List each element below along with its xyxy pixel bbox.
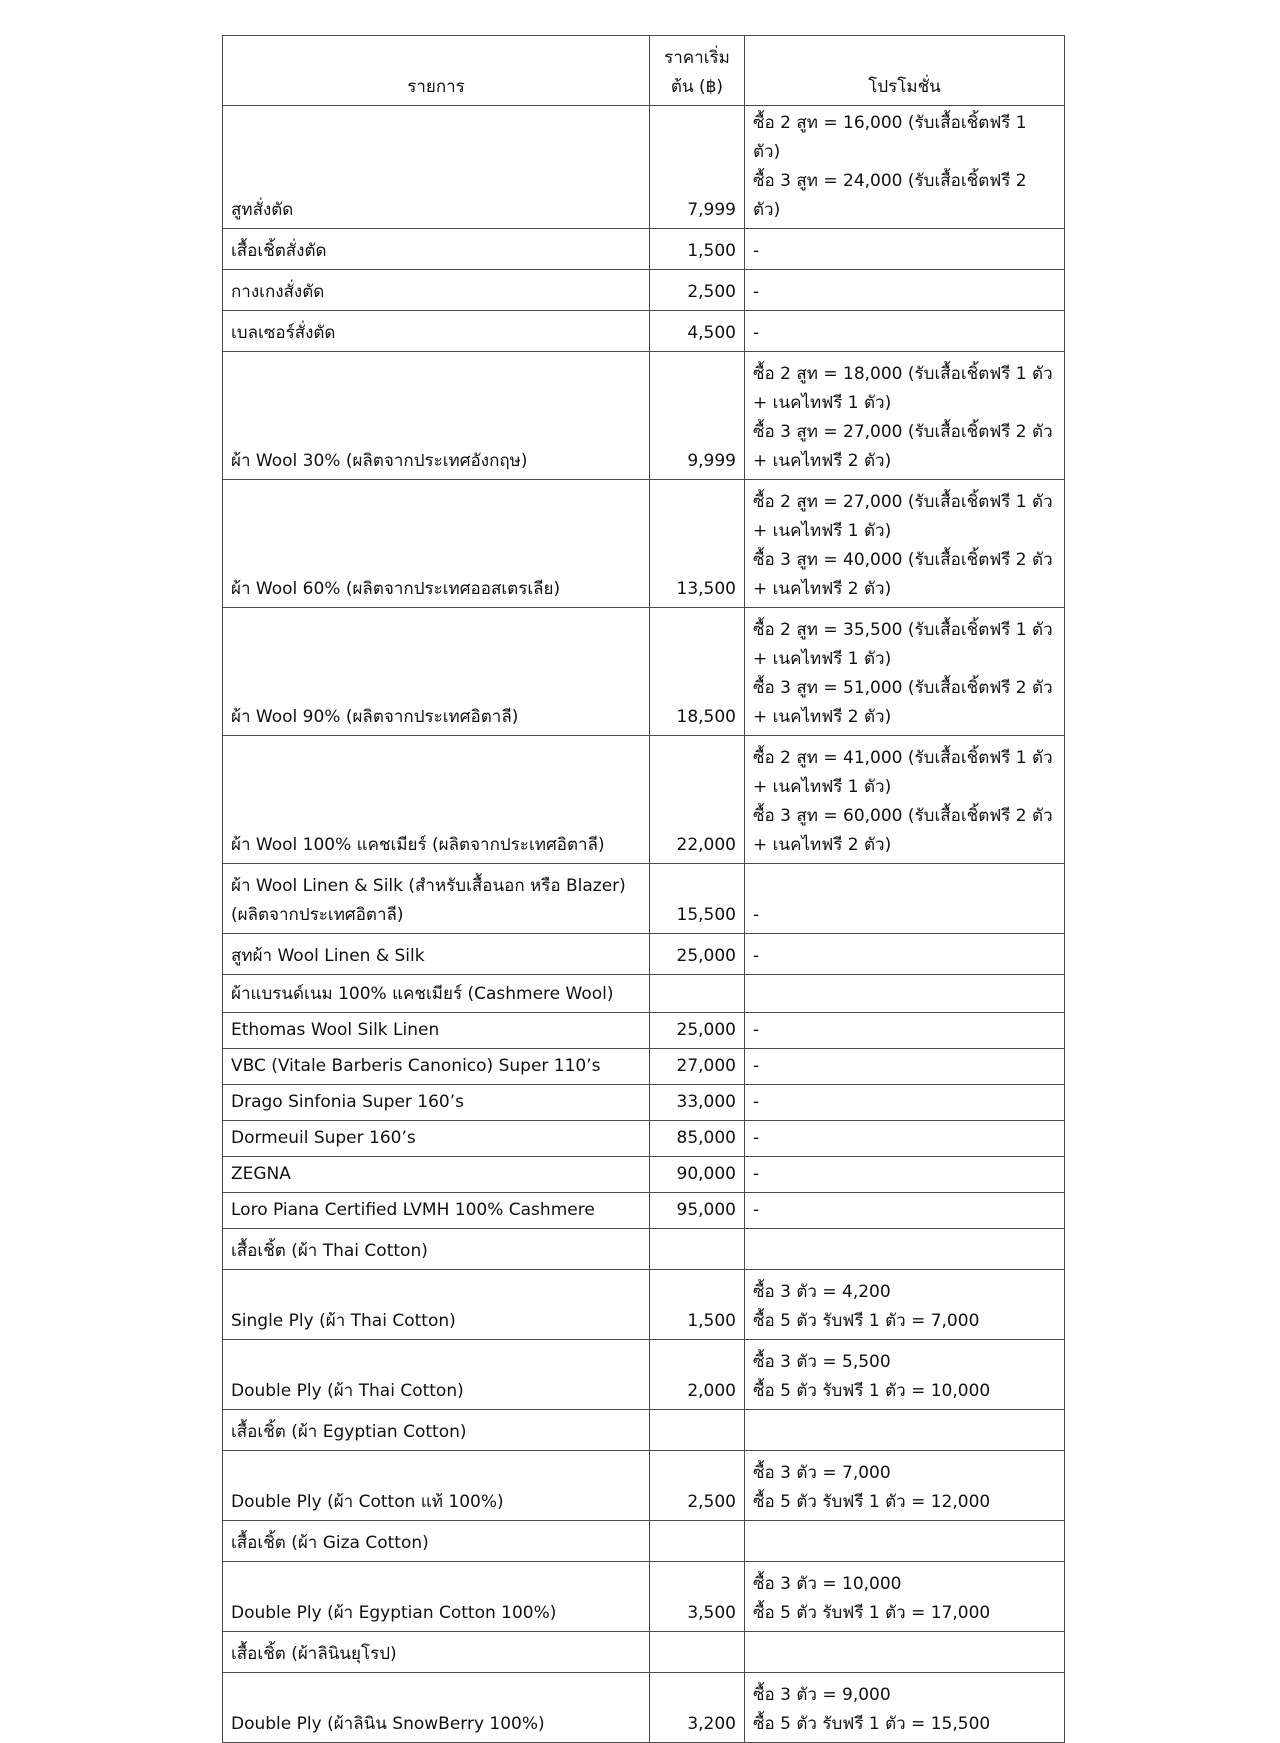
table-row: [223, 1193, 1065, 1229]
promo-cell: [745, 975, 1065, 1013]
price-cell: 95,000: [650, 1193, 745, 1229]
item-cell: ผ้า Wool 30% (ผลิตจากประเทศอังกฤษ): [223, 352, 650, 480]
promo-cell: [745, 1229, 1065, 1270]
table-row: [223, 1632, 1065, 1673]
header-promo: โปรโมชั่น: [745, 36, 1065, 106]
price-cell: 13,500: [650, 480, 745, 608]
item-cell: Single Ply (ผ้า Thai Cotton): [223, 1270, 650, 1340]
item-cell: Loro Piana Certified LVMH 100% Cashmere: [223, 1193, 650, 1229]
price-table: [222, 35, 1065, 1743]
promo-cell: -: [745, 864, 1065, 934]
price-cell: 1,500: [650, 229, 745, 270]
promo-cell: -: [745, 934, 1065, 975]
header-row: [223, 36, 1065, 106]
promo-cell: [745, 1632, 1065, 1673]
price-cell: 4,500: [650, 311, 745, 352]
item-cell: ผ้า Wool 100% แคชเมียร์ (ผลิตจากประเทศอิตาลี): [223, 736, 650, 864]
table-row: [223, 480, 1065, 608]
promo-cell: -: [745, 311, 1065, 352]
table-row: [223, 352, 1065, 480]
item-cell: สูทสั่งตัด: [223, 106, 650, 229]
item-cell: ผ้า Wool Linen & Silk (สำหรับเสื้อนอก หรือ Blazer) (ผลิตจากประเทศอิตาลี): [223, 864, 650, 934]
promo-cell: [745, 1521, 1065, 1562]
table-row: [223, 1270, 1065, 1340]
item-cell: ผ้า Wool 90% (ผลิตจากประเทศอิตาลี): [223, 608, 650, 736]
promo-cell: -: [745, 229, 1065, 270]
promo-cell: ซื้อ 3 ตัว = 9,000 ซื้อ 5 ตัว รับฟรี 1 ตัว = 15,500: [745, 1673, 1065, 1743]
price-cell: 2,000: [650, 1340, 745, 1410]
table-row: [223, 1562, 1065, 1632]
table-row: [223, 1157, 1065, 1193]
table-row: [223, 934, 1065, 975]
table-row: [223, 1410, 1065, 1451]
price-cell: [650, 1410, 745, 1451]
price-cell: 3,500: [650, 1562, 745, 1632]
promo-cell: -: [745, 1157, 1065, 1193]
promo-cell: ซื้อ 2 สูท = 18,000 (รับเสื้อเชิ้ตฟรี 1 ตัว + เนคไทฟรี 1 ตัว) ซื้อ 3 สูท = 27,000 (รับเสื้อเชิ้ตฟรี 2 ตัว + เนคไทฟรี 2 ตัว): [745, 352, 1065, 480]
item-cell: Double Ply (ผ้า Thai Cotton): [223, 1340, 650, 1410]
table-row: [223, 608, 1065, 736]
promo-cell: ซื้อ 3 ตัว = 4,200 ซื้อ 5 ตัว รับฟรี 1 ตัว = 7,000: [745, 1270, 1065, 1340]
price-cell: 1,500: [650, 1270, 745, 1340]
price-cell: 85,000: [650, 1121, 745, 1157]
item-cell: ผ้า Wool 60% (ผลิตจากประเทศออสเตรเลีย): [223, 480, 650, 608]
item-cell: ZEGNA: [223, 1157, 650, 1193]
table-row: [223, 1340, 1065, 1410]
item-cell: กางเกงสั่งตัด: [223, 270, 650, 311]
table-row: [223, 975, 1065, 1013]
price-cell: 9,999: [650, 352, 745, 480]
table-row: [223, 1049, 1065, 1085]
price-cell: 2,500: [650, 1451, 745, 1521]
promo-cell: ซื้อ 2 สูท = 35,500 (รับเสื้อเชิ้ตฟรี 1 ตัว + เนคไทฟรี 1 ตัว) ซื้อ 3 สูท = 51,000 (รับเสื้อเชิ้ตฟรี 2 ตัว + เนคไทฟรี 2 ตัว): [745, 608, 1065, 736]
table-row: [223, 270, 1065, 311]
item-cell: Double Ply (ผ้า Egyptian Cotton 100%): [223, 1562, 650, 1632]
item-cell: Ethomas Wool Silk Linen: [223, 1013, 650, 1049]
table-row: [223, 1121, 1065, 1157]
price-cell: 7,999: [650, 106, 745, 229]
table-row: [223, 1451, 1065, 1521]
price-cell: [650, 1229, 745, 1270]
table-row: [223, 1013, 1065, 1049]
item-cell: เสื้อเชิ้ต (ผ้า Thai Cotton): [223, 1229, 650, 1270]
promo-cell: ซื้อ 3 ตัว = 5,500 ซื้อ 5 ตัว รับฟรี 1 ตัว = 10,000: [745, 1340, 1065, 1410]
promo-cell: -: [745, 1013, 1065, 1049]
price-cell: 2,500: [650, 270, 745, 311]
item-cell: สูทผ้า Wool Linen & Silk: [223, 934, 650, 975]
item-cell: เบลเซอร์สั่งตัด: [223, 311, 650, 352]
item-cell: เสื้อเชิ้ต (ผ้า Giza Cotton): [223, 1521, 650, 1562]
table-row: [223, 311, 1065, 352]
promo-cell: ซื้อ 3 ตัว = 7,000 ซื้อ 5 ตัว รับฟรี 1 ตัว = 12,000: [745, 1451, 1065, 1521]
promo-cell: -: [745, 1049, 1065, 1085]
price-cell: 18,500: [650, 608, 745, 736]
price-cell: [650, 1521, 745, 1562]
item-cell: Double Ply (ผ้าลินิน SnowBerry 100%): [223, 1673, 650, 1743]
promo-cell: [745, 1410, 1065, 1451]
table-row: [223, 229, 1065, 270]
item-cell: เสื้อเชิ้ตสั่งตัด: [223, 229, 650, 270]
promo-cell: ซื้อ 2 สูท = 27,000 (รับเสื้อเชิ้ตฟรี 1 ตัว + เนคไทฟรี 1 ตัว) ซื้อ 3 สูท = 40,000 (รับเสื้อเชิ้ตฟรี 2 ตัว + เนคไทฟรี 2 ตัว): [745, 480, 1065, 608]
table-row: [223, 1521, 1065, 1562]
price-cell: 3,200: [650, 1673, 745, 1743]
table-row: [223, 1085, 1065, 1121]
item-cell: Drago Sinfonia Super 160’s: [223, 1085, 650, 1121]
price-cell: 90,000: [650, 1157, 745, 1193]
price-cell: [650, 975, 745, 1013]
item-cell: VBC (Vitale Barberis Canonico) Super 110’s: [223, 1049, 650, 1085]
table-row: [223, 106, 1065, 229]
promo-cell: -: [745, 270, 1065, 311]
price-cell: 15,500: [650, 864, 745, 934]
header-price: ราคาเริ่ม ต้น (฿): [650, 36, 745, 106]
table-row: [223, 1229, 1065, 1270]
price-cell: [650, 1632, 745, 1673]
item-cell: เสื้อเชิ้ต (ผ้า Egyptian Cotton): [223, 1410, 650, 1451]
promo-cell: -: [745, 1121, 1065, 1157]
promo-cell: -: [745, 1193, 1065, 1229]
item-cell: เสื้อเชิ้ต (ผ้าลินินยุโรป): [223, 1632, 650, 1673]
table-row: [223, 864, 1065, 934]
item-cell: Double Ply (ผ้า Cotton แท้ 100%): [223, 1451, 650, 1521]
price-cell: 25,000: [650, 934, 745, 975]
price-cell: 33,000: [650, 1085, 745, 1121]
item-cell: ผ้าแบรนด์เนม 100% แคชเมียร์ (Cashmere Wool): [223, 975, 650, 1013]
item-cell: Dormeuil Super 160’s: [223, 1121, 650, 1157]
promo-cell: ซื้อ 2 สูท = 16,000 (รับเสื้อเชิ้ตฟรี 1 ตัว) ซื้อ 3 สูท = 24,000 (รับเสื้อเชิ้ตฟรี 2 ตัว): [745, 106, 1065, 229]
table-row: [223, 1673, 1065, 1743]
price-cell: 25,000: [650, 1013, 745, 1049]
promo-cell: ซื้อ 3 ตัว = 10,000 ซื้อ 5 ตัว รับฟรี 1 ตัว = 17,000: [745, 1562, 1065, 1632]
price-cell: 27,000: [650, 1049, 745, 1085]
promo-cell: -: [745, 1085, 1065, 1121]
table-row: [223, 736, 1065, 864]
promo-cell: ซื้อ 2 สูท = 41,000 (รับเสื้อเชิ้ตฟรี 1 ตัว + เนคไทฟรี 1 ตัว) ซื้อ 3 สูท = 60,000 (รับเสื้อเชิ้ตฟรี 2 ตัว + เนคไทฟรี 2 ตัว): [745, 736, 1065, 864]
price-cell: 22,000: [650, 736, 745, 864]
header-item: รายการ: [223, 36, 650, 106]
